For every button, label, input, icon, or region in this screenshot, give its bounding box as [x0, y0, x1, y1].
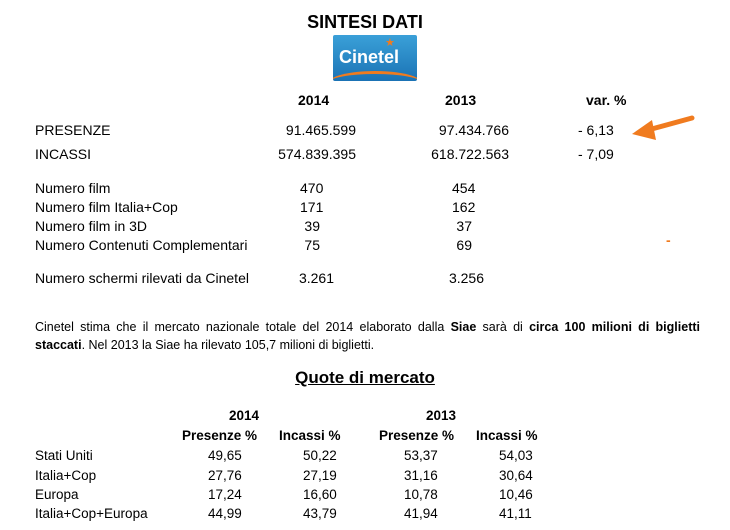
screens-2013: 3.256 — [448, 270, 484, 286]
incassi-label: INCASSI — [35, 146, 92, 162]
quote-cell: 10,78 — [404, 487, 438, 502]
film-2013-1: 162 — [452, 199, 476, 215]
para-text-3: . Nel 2013 la Siae ha rilevato 105,7 milioni di biglietti. — [81, 338, 375, 352]
para-siae: Siae — [450, 320, 477, 334]
incassi-2013: 618.722.563 — [431, 146, 509, 162]
quote-year-2013: 2013 — [426, 408, 457, 423]
presenze-label: PRESENZE — [35, 122, 111, 138]
estimate-paragraph — [35, 318, 700, 354]
quote-cell: 30,64 — [499, 468, 533, 483]
film-label-2: Numero film in 3D — [35, 218, 148, 234]
quote-cell: 27,19 — [303, 468, 337, 483]
quote-cell: 27,76 — [208, 468, 242, 483]
star-icon: ★ — [385, 37, 395, 49]
header-2013: 2013 — [445, 92, 477, 108]
quote-cell: 49,65 — [208, 448, 242, 463]
presenze-2014: 91.465.599 — [285, 122, 356, 138]
film-2013-3: 69 — [456, 237, 472, 253]
quote-year-2014: 2014 — [229, 408, 260, 423]
incassi-var: - 7,09 — [578, 146, 614, 162]
film-label-0: Numero film — [35, 180, 111, 196]
quote-cell: 41,11 — [499, 506, 532, 521]
presenze-var: - 6,13 — [578, 122, 614, 138]
film-2014-0: 470 — [300, 180, 324, 196]
quote-cell: 43,79 — [303, 506, 337, 521]
quote-cell: 31,16 — [404, 468, 438, 483]
quote-label-3: Italia+Cop+Europa — [35, 506, 148, 521]
para-estimate: circa 100 milioni di biglietti staccati — [35, 320, 700, 352]
quote-label-0: Stati Uniti — [35, 448, 93, 463]
film-2013-0: 454 — [452, 180, 476, 196]
para-text-1: Cinetel stima che il mercato nazionale totale del 2014 elaborato dalla — [35, 320, 451, 334]
screens-2014: 3.261 — [298, 270, 334, 286]
page-title: SINTESI DATI — [307, 12, 423, 32]
arrow-icon — [628, 112, 696, 142]
logo-text: Cinetel — [339, 47, 400, 67]
header-2014: 2014 — [298, 92, 330, 108]
quote-cell: 50,22 — [303, 448, 337, 463]
market-share-title: Quote di mercato — [295, 368, 435, 387]
quote-cell: 17,24 — [208, 487, 242, 502]
quote-cell: 41,94 — [404, 506, 438, 521]
screens-label: Numero schermi rilevati da Cinetel — [35, 270, 249, 286]
header-var: var. % — [586, 92, 627, 108]
quote-cell: 54,03 — [499, 448, 533, 463]
quote-cell: 44,99 — [208, 506, 242, 521]
col-incassi-2014: Incassi % — [279, 428, 341, 443]
quote-cell: 10,46 — [499, 487, 533, 502]
col-presenze-2013: Presenze % — [379, 428, 455, 443]
para-text-2: sarà di — [476, 320, 530, 334]
orange-dash: - — [666, 232, 671, 248]
film-2014-3: 75 — [304, 237, 320, 253]
col-presenze-2014: Presenze % — [182, 428, 258, 443]
cinetel-logo — [333, 35, 417, 81]
film-label-1: Numero film Italia+Cop — [35, 199, 178, 215]
film-2014-1: 171 — [300, 199, 324, 215]
film-2013-2: 37 — [456, 218, 472, 234]
col-incassi-2013: Incassi % — [476, 428, 538, 443]
quote-label-2: Europa — [35, 487, 79, 502]
film-label-3: Numero Contenuti Complementari — [35, 237, 248, 253]
incassi-2014: 574.839.395 — [278, 146, 356, 162]
quote-cell: 16,60 — [303, 487, 337, 502]
film-2014-2: 39 — [304, 218, 320, 234]
quote-cell: 53,37 — [404, 448, 438, 463]
presenze-2013: 97.434.766 — [438, 122, 509, 138]
quote-label-1: Italia+Cop — [35, 468, 97, 483]
logo-swoosh — [333, 71, 417, 81]
